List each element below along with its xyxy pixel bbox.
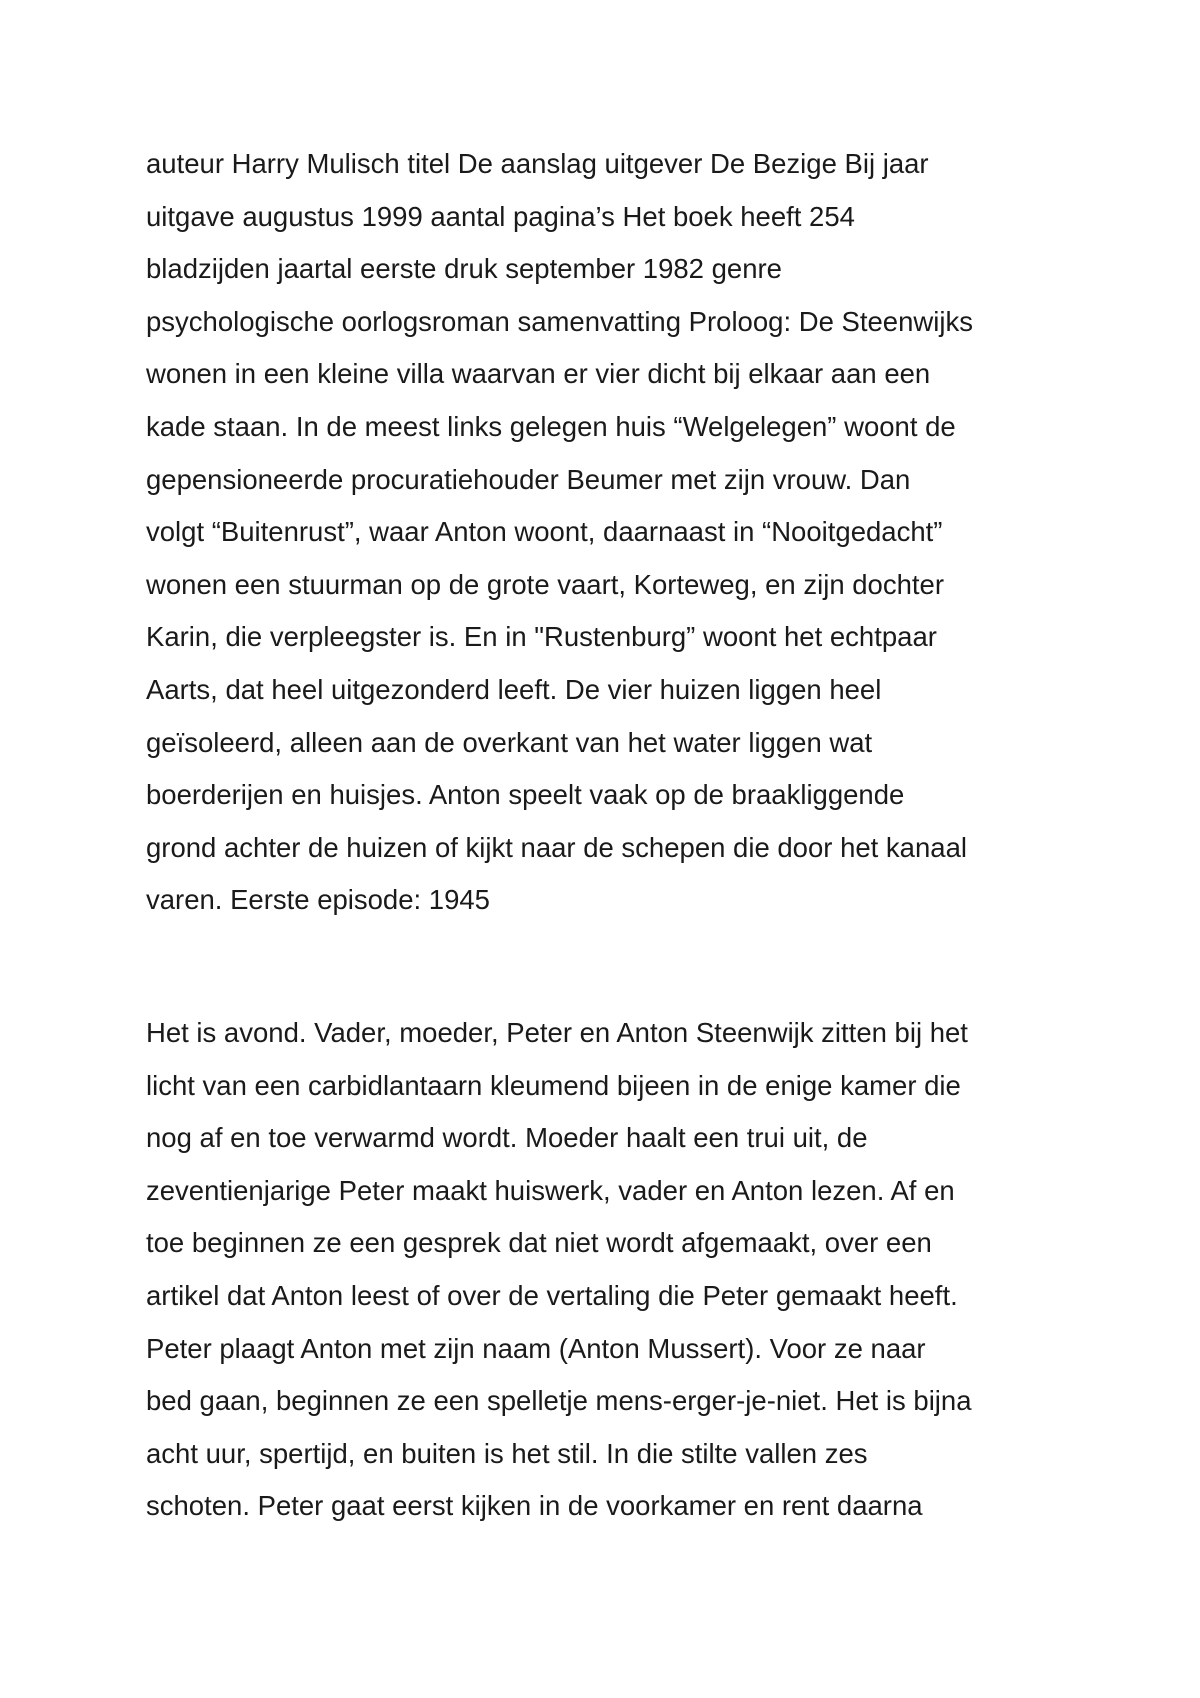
text-line: Peter plaagt Anton met zijn naam (Anton Mussert). Voor ze naar: [146, 1332, 926, 1364]
text-line: artikel dat Anton leest of over de vertaling die Peter gemaakt heeft.: [146, 1279, 958, 1311]
text-line: gepensioneerde procuratiehouder Beumer met zijn vrouw. Dan: [146, 463, 911, 495]
text-line: Het is avond. Vader, moeder, Peter en Anton Steenwijk zitten bij het: [146, 1017, 968, 1048]
text-line: uitgave augustus 1999 aantal pagina’s Het boek heeft 254: [146, 200, 855, 232]
text-line: Karin, die verpleegster is. En in "Rustenburg” woont het echtpaar: [146, 621, 937, 653]
text-line: grond achter de huizen of kijkt naar de schepen die door het kanaal: [146, 831, 967, 863]
text-line: zeventienjarige Peter maakt huiswerk, vader en Anton lezen. Af en: [146, 1174, 955, 1206]
text-line: volgt “Buitenrust”, waar Anton woont, daarnaast in “Nooitgedacht”: [146, 516, 943, 548]
text-line: licht van een carbidlantaarn kleumend bijeen in de enige kamer die: [146, 1069, 961, 1101]
text-line: varen. Eerste episode: 1945: [146, 884, 490, 916]
text-line: toe beginnen ze een gesprek dat niet wordt afgemaakt, over een: [146, 1227, 932, 1259]
text-line: psychologische oorlogsroman samenvatting Proloog: De Steenwijks: [146, 305, 973, 337]
text-line: wonen in een kleine villa waarvan er vier dicht bij elkaar aan een: [146, 358, 931, 390]
text-line: auteur Harry Mulisch titel De aanslag uitgever De Bezige Bij jaar: [146, 148, 929, 179]
text-line: kade staan. In de meest links gelegen huis “Welgelegen” woont de: [146, 410, 956, 442]
paragraph-book-summary: [146, 138, 1066, 927]
text-line: acht uur, spertijd, en buiten is het stil. In die stilte vallen zes: [146, 1437, 868, 1469]
text-line: boerderijen en huisjes. Anton speelt vaak op de braakliggende: [146, 779, 905, 811]
text-line: bed gaan, beginnen ze een spelletje mens-erger-je-niet. Het is bijna: [146, 1385, 972, 1417]
text-line: schoten. Peter gaat eerst kijken in de voorkamer en rent daarna: [146, 1490, 923, 1522]
text-line: wonen een stuurman op de grote vaart, Korteweg, en zijn dochter: [146, 568, 944, 600]
paragraph-first-episode: [146, 1007, 1066, 1533]
text-line: Aarts, dat heel uitgezonderd leeft. De vier huizen liggen heel: [146, 673, 882, 705]
text-line: nog af en toe verwarmd wordt. Moeder haalt een trui uit, de: [146, 1122, 868, 1154]
text-line: geïsoleerd, alleen aan de overkant van het water liggen wat: [146, 726, 873, 758]
text-line: bladzijden jaartal eerste druk september 1982 genre: [146, 253, 782, 285]
